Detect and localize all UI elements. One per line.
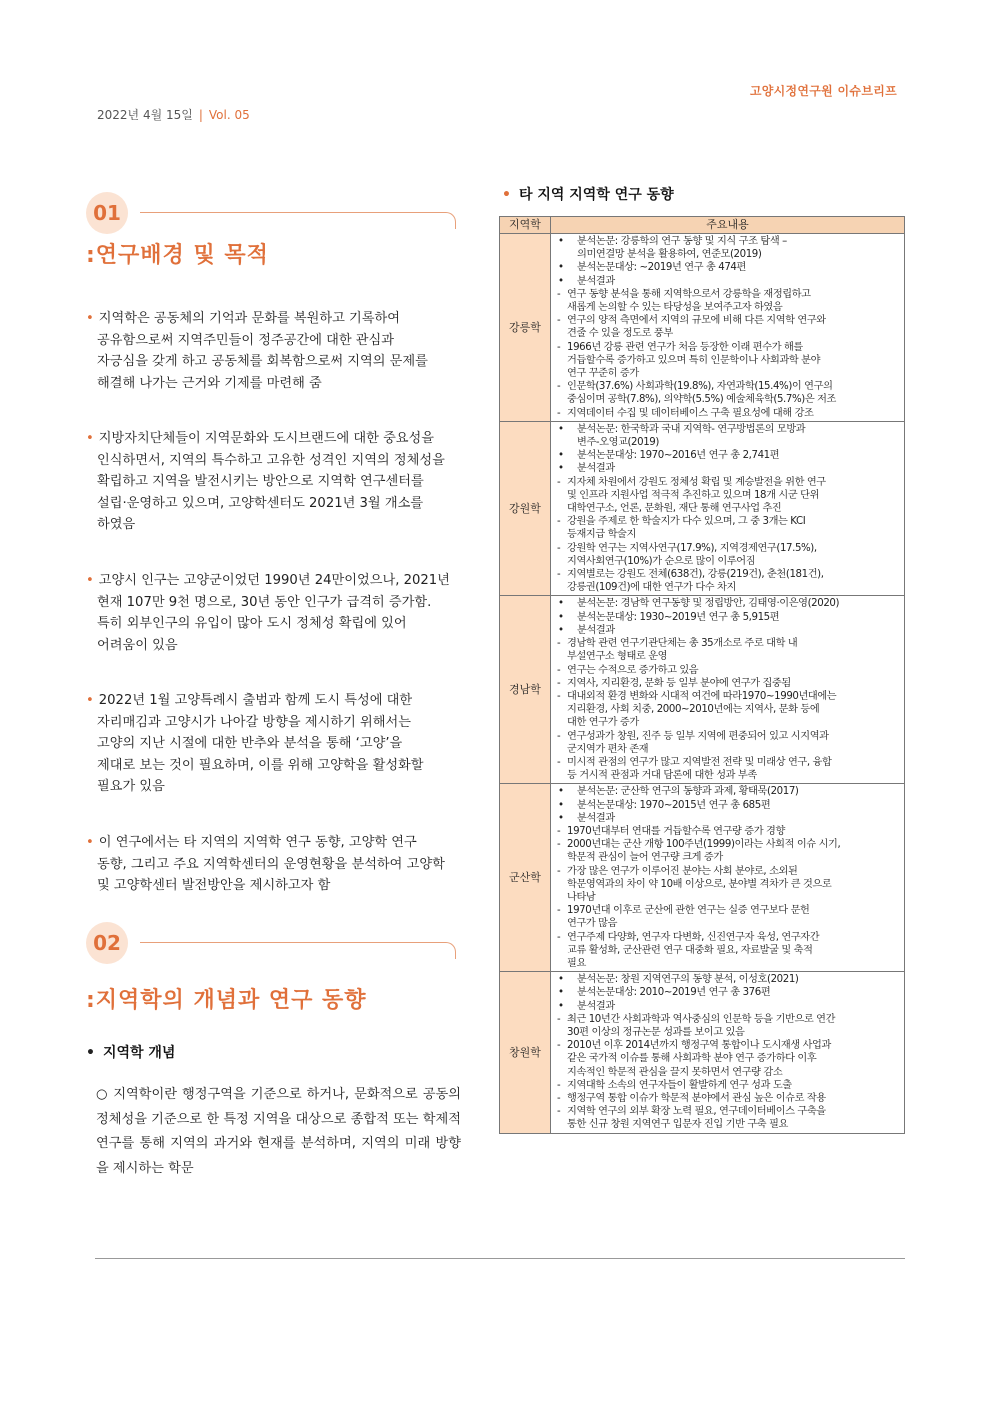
bullet-icon: •	[86, 431, 94, 446]
table-header-row	[500, 217, 905, 234]
para4-line1: 2022년 1월 고양특례시 출범과 함께 도시 특성에 대한	[98, 693, 413, 708]
content-cell	[551, 972, 905, 1133]
content-line: 30편 이상의 정규논문 성과를 보이고 있음	[567, 1026, 745, 1038]
content-line: 등 거시적 관점과 거대 담론에 대한 성과 부족	[567, 770, 757, 782]
para2-line5: 하였음	[97, 517, 136, 533]
content-line: - 지자체 차원에서 강원도 정체성 확립 및 계승발전을 위한 연구	[555, 476, 900, 489]
content-line: - 경남학 관련 연구기관단체는 총 35개소로 주로 대학 내	[555, 637, 900, 650]
content-line: - 지역별로는 강원도 전체(638건), 강릉(219건), 춘천(181건),	[555, 568, 900, 581]
content-line: 의미연결망 분석을 활용하여, 연준모(2019)	[577, 249, 762, 261]
issue-date: 2022년 4월 15일	[97, 108, 193, 122]
section-divider-1	[140, 212, 456, 229]
bullet-icon: •	[86, 835, 94, 850]
content-line: - 연구는 수적으로 증가하고 있음	[555, 664, 900, 677]
bullet-icon: •	[86, 1045, 95, 1061]
content-line: 나타남	[567, 891, 596, 903]
table-row	[500, 596, 905, 784]
header-region: 지역학	[500, 217, 551, 234]
region-name-cell: 군산학	[500, 784, 551, 972]
content-line: - 지역데이터 수집 및 데이터베이스 구축 필요성에 대해 강조	[555, 407, 900, 420]
regional-studies-table	[499, 216, 905, 1134]
table-row	[500, 972, 905, 1133]
section-number-1: 01	[86, 192, 128, 234]
content-line: 통한 신규 창원 지역연구 입문자 진입 기반 구축 필요	[567, 1119, 788, 1131]
para1-line2: 공유함으로써 지역주민들이 정주공간에 대한 관심과	[97, 332, 395, 348]
para1-line3: 자긍심을 갖게 하고 공동체를 회복함으로써 지역의 문제를	[97, 354, 428, 370]
subheading-text: 지역학 개념	[102, 1045, 176, 1061]
para5-line3: 및 고양학센터 발전방안을 제시하고자 함	[97, 878, 331, 894]
para3-line4: 어려움이 있음	[97, 637, 178, 653]
para4-line5: 필요가 있음	[97, 779, 165, 795]
content-line: - 미시적 관점의 연구가 많고 지역발전 전략 및 미래상 연구, 융합	[555, 756, 900, 769]
para3-line1: 고양시 인구는 고양군이었던 1990년 24만이었으나, 2021년	[98, 573, 450, 588]
content-line: - 대내외적 환경 변화와 시대적 여건에 따라1970~1990년대에는	[555, 690, 900, 703]
content-line: 교류 활성화, 군산관련 연구 대중화 필요, 자료발굴 및 축적	[567, 944, 813, 956]
table-row	[500, 234, 905, 422]
region-name-cell: 강릉학	[500, 234, 551, 422]
content-line: 부설연구소 형태로 운영	[567, 651, 668, 663]
content-line: - 2000년대는 군산 개항 100주년(1999)이라는 사회적 이슈 시기,	[555, 838, 900, 851]
header-content: 주요내용	[551, 217, 905, 234]
section-title-2: :지역학의 개념과 연구 동향	[86, 988, 367, 1013]
content-line: • 분석논문대상: 1930~2019년 연구 총 5,915편	[555, 611, 900, 624]
content-cell	[551, 234, 905, 422]
content-line: - 1966년 강릉 관련 연구가 처음 등장한 이래 편수가 해를	[555, 341, 900, 354]
concept-paragraph: ○ 지역학이란 행정구역을 기준으로 하거나, 문화적으로 공동의 정체성을 기준으로 한 특정 지역을 대상으로 종합적 또는 학제적 연구를 통해 지역의 과거와 현재를 분석하며, 지역의 미래 방향을 제시하는 학문	[96, 1087, 461, 1176]
date-separator: |	[198, 108, 203, 122]
subheading-concept	[86, 1042, 175, 1062]
paragraph-4	[86, 690, 461, 798]
content-line: • 분석결과	[555, 1000, 900, 1013]
bullet-icon: •	[86, 573, 94, 588]
content-line: 및 인프라 지원사업 적극적 추진하고 있으며 18개 시군 단위	[567, 489, 820, 501]
content-line: 연구가 많음	[567, 918, 618, 930]
content-line: 강릉권(109건)에 대한 연구가 다수 차지	[567, 582, 736, 594]
content-line: • 분석논문대상: 1970~2016년 연구 총 2,741편	[555, 449, 900, 462]
content-line: 연구 꾸준히 증가	[567, 368, 639, 380]
content-line: - 연구성과가 창원, 진주 등 일부 지역에 편중되어 있고 시지역과	[555, 730, 900, 743]
content-line: - 1970년대부터 연대를 거듭할수록 연구량 증가 경향	[555, 825, 900, 838]
publisher-brand: 고양시정연구원 이슈브리프	[749, 84, 897, 98]
content-line: • 분석논문대상: 2010~2019년 연구 총 376편	[555, 986, 900, 999]
content-line: 등재지급 학술지	[567, 529, 636, 541]
para3-line3: 특히 외부인구의 유입이 많아 도시 정체성 확립에 있어	[97, 616, 407, 632]
content-line: 학문영역과의 차이 약 10배 이상으로, 분야별 격차가 큰 것으로	[567, 878, 832, 890]
content-line: 중심이며 공학(7.8%), 의약학(5.5%) 예술체육학(5.7%)은 저조	[567, 394, 836, 406]
bullet-icon: •	[502, 187, 511, 203]
content-line: - 연구의 양적 측면에서 지역의 규모에 비해 다른 지역학 연구와	[555, 314, 900, 327]
content-line: • 분석결과	[555, 812, 900, 825]
content-line: 변주-오영교(2019)	[577, 437, 659, 449]
content-line: - 지역사, 지리환경, 문화 등 일부 분야에 연구가 집중됨	[555, 677, 900, 690]
content-line: - 연구주제 다양화, 연구자 다변화, 신진연구자 육성, 연구자간	[555, 931, 900, 944]
content-line: - 강원학 연구는 지역사연구(17.9%), 지역경제연구(17.5%),	[555, 542, 900, 555]
content-line: - 최근 10년간 사회과학과 역사중심의 인문학 등을 기반으로 연간	[555, 1013, 900, 1026]
section-number-2: 02	[86, 922, 128, 964]
content-cell	[551, 421, 905, 596]
section-title-1: :연구배경 및 목적	[86, 243, 269, 268]
content-line: 지역사회연구(10%)가 순으로 많이 이루어짐	[567, 555, 756, 567]
para5-line2: 동향, 그리고 주요 지역학센터의 운영현황을 분석하여 고양학	[97, 856, 445, 872]
content-line: - 연구 동향 분석을 통해 지역학으로서 강릉학을 재정립하고	[555, 288, 900, 301]
paragraph-3	[86, 570, 461, 656]
region-name-cell: 강원학	[500, 421, 551, 596]
para1-line4: 해결해 나가는 근거와 기제를 마련해 줌	[97, 375, 322, 391]
content-line: 지속적인 학문적 관심을 끌지 못하면서 연구량 감소	[567, 1066, 783, 1078]
paragraph-2	[86, 428, 461, 536]
content-line: 새롭게 논의할 수 있는 타당성을 보여주고자 하였음	[567, 302, 783, 314]
para5-line1: 이 연구에서는 타 지역의 지역학 연구 동향, 고양학 연구	[98, 835, 417, 850]
bullet-icon: •	[86, 311, 94, 326]
content-line: 학문적 관심이 늘어 연구량 크게 증가	[567, 852, 723, 864]
para2-line3: 확립하고 지역을 발전시키는 방안으로 지역학 연구센터를	[97, 474, 424, 490]
paragraph-5	[86, 832, 461, 897]
issue-date-line	[97, 106, 250, 123]
section-divider-2	[140, 942, 456, 959]
content-line: 지리환경, 사회 치중, 2000~2010년에는 지역사, 문화 등에	[567, 704, 820, 716]
content-line: - 인문학(37.6%) 사회과학(19.8%), 자연과학(15.4%)이 연구의	[555, 380, 900, 393]
para1-line1: 지역학은 공동체의 기억과 문화를 복원하고 기록하여	[98, 311, 400, 326]
content-line: - 행정구역 통합 이슈가 학문적 분야에서 관심 높은 이슈로 작용	[555, 1092, 900, 1105]
content-line: • 분석결과	[555, 624, 900, 637]
paragraph-1	[86, 308, 461, 394]
content-line: • 분석논문: 창원 지역연구의 동향 분석, 이성호(2021)	[555, 973, 900, 986]
volume-label: Vol. 05	[208, 108, 250, 122]
para2-line1: 지방자치단체들이 지역문화와 도시브랜드에 대한 중요성을	[98, 431, 435, 446]
content-line: 대학연구소, 언론, 문화원, 재단 통해 연구사업 추진	[567, 503, 782, 515]
content-line: • 분석논문대상: 1970~2015년 연구 총 685편	[555, 799, 900, 812]
table-row	[500, 784, 905, 972]
content-cell	[551, 784, 905, 972]
content-line: • 분석논문: 한국학과 국내 지역학- 연구방법론의 모방과	[555, 423, 900, 436]
content-line: • 분석논문: 군산학 연구의 동향과 과제, 황태묵(2017)	[555, 785, 900, 798]
content-line: • 분석결과	[555, 275, 900, 288]
para3-line2: 현재 107만 9천 명으로, 30년 동안 인구가 급격히 증가함.	[97, 594, 432, 610]
content-line: 견줄 수 있을 정도로 풍부	[567, 328, 673, 340]
para4-line3: 고양의 지난 시절에 대한 반추와 분석을 통해 ‘고양’을	[97, 736, 403, 752]
content-line: 필요	[567, 957, 586, 969]
content-line: • 분석결과	[555, 462, 900, 475]
content-line: • 분석논문대상: ~2019년 연구 총 474편	[555, 261, 900, 274]
table-heading	[502, 184, 674, 204]
content-line: • 분석논문: 경남학 연구동향 및 정립방안, 김태영·이은영(2020)	[555, 597, 900, 610]
content-line: - 1970년대 이후로 군산에 관한 연구는 실증 연구보다 문헌	[555, 904, 900, 917]
region-name-cell: 경남학	[500, 596, 551, 784]
content-line: - 지역학 연구의 외부 확장 노력 필요, 연구데이터베이스 구축을	[555, 1105, 900, 1118]
para4-line4: 제대로 보는 것이 필요하며, 이를 위해 고양학을 활성화할	[97, 757, 424, 773]
bullet-icon: •	[86, 693, 94, 708]
para2-line4: 설립·운영하고 있으며, 고양학센터도 2021년 3월 개소를	[97, 495, 424, 511]
content-line: - 2010년 이후 2014년까지 행정구역 통합이나 도시재생 사업과	[555, 1039, 900, 1052]
para2-line2: 인식하면서, 지역의 특수하고 고유한 성격인 지역의 정체성을	[97, 452, 445, 468]
content-line: - 가장 많은 연구가 이루어진 분야는 사회 분야로, 소외된	[555, 865, 900, 878]
content-line: • 분석논문: 강릉학의 연구 동향 및 지식 구조 탐색 –	[555, 235, 900, 248]
region-name-cell: 창원학	[500, 972, 551, 1133]
content-line: 같은 국가적 이슈를 통해 사회과학 분야 연구 증가하다 이후	[567, 1053, 817, 1065]
content-line: - 강원을 주제로 한 학술지가 다수 있으며, 그 중 3개는 KCI	[555, 515, 900, 528]
content-line: - 지역대학 소속의 연구자들이 활발하게 연구 성과 도출	[555, 1079, 900, 1092]
content-line: 대한 연구가 증가	[567, 717, 639, 729]
footer-divider	[95, 1258, 905, 1259]
content-cell	[551, 596, 905, 784]
content-line: 군지역가 편차 존재	[567, 743, 649, 755]
table-heading-text: 타 지역 지역학 연구 동향	[518, 187, 674, 203]
content-line: 거듭할수록 증가하고 있으며 특히 인문학이나 사회과학 분야	[567, 354, 821, 366]
para4-line2: 자리매김과 고양시가 나아갈 방향을 제시하기 위해서는	[97, 714, 411, 730]
table-row	[500, 421, 905, 596]
